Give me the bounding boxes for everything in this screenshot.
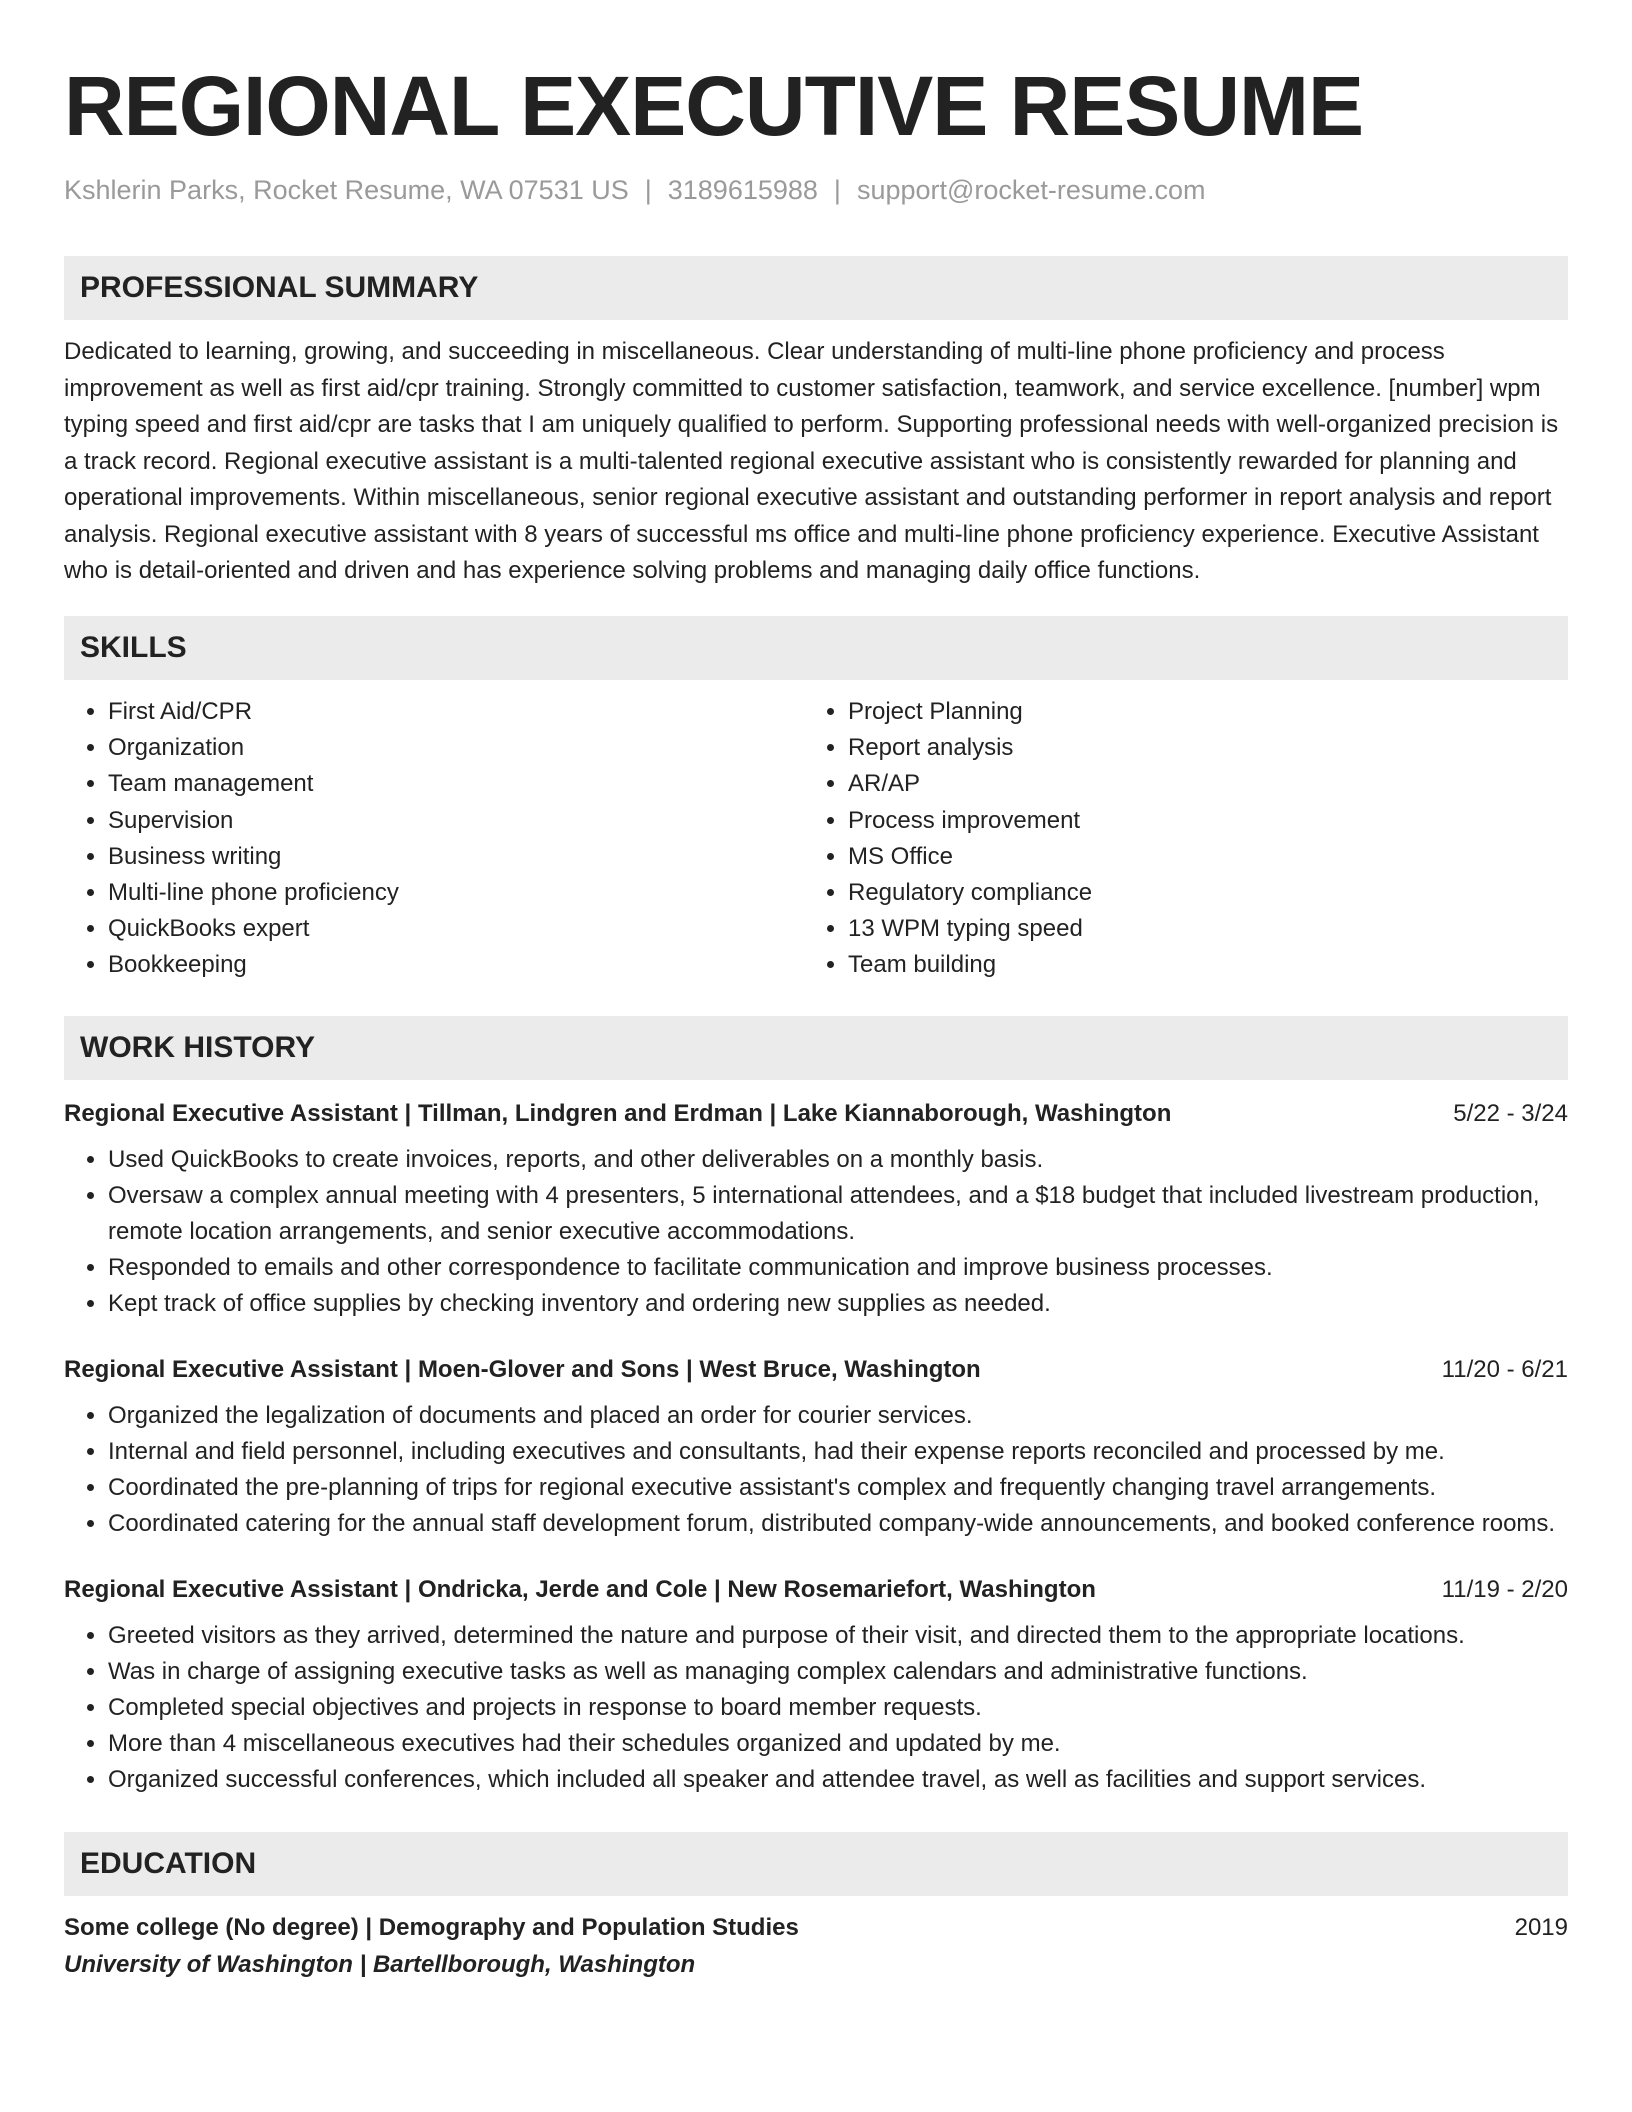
job-bullet: • More than 4 miscellaneous executives had their schedules organized and updated by me. (108, 1726, 1568, 1762)
education-entry (64, 1910, 1568, 1984)
skill-item: • Project Planning (848, 694, 1544, 730)
skill-item: • 13 WPM typing speed (848, 911, 1544, 947)
job-bullet: • Completed special objectives and projects in response to board member requests. (108, 1690, 1568, 1726)
job-bullets (64, 1142, 1568, 1322)
job-bullet: • Organized the legalization of documents and placed an order for courier services. (108, 1398, 1568, 1434)
job-title: Regional Executive Assistant | Ondricka, Jerde and Cole | New Rosemariefort, Washington (64, 1575, 1096, 1603)
job-bullet: • Internal and field personnel, including executives and consultants, had their expense reports reconciled and processed by me. (108, 1434, 1568, 1470)
skill-item: • Report analysis (848, 730, 1544, 766)
contact-line (64, 174, 1568, 206)
job-bullet: • Organized successful conferences, which included all speaker and attendee travel, as well as facilities and support services. (108, 1762, 1568, 1798)
job-dates: 5/22 - 3/24 (1453, 1099, 1568, 1127)
section-heading-summary: PROFESSIONAL SUMMARY (64, 256, 1568, 320)
job-entry (64, 1572, 1568, 1798)
job-bullet: • Used QuickBooks to create invoices, reports, and other deliverables on a monthly basis. (108, 1142, 1568, 1178)
skills-list-right (804, 694, 1544, 984)
job-bullet: • Greeted visitors as they arrived, determined the nature and purpose of their visit, and directed them to the appropriate locations. (108, 1618, 1568, 1654)
skill-item: • Organization (108, 730, 804, 766)
job-bullets (64, 1618, 1568, 1798)
section-heading-education: EDUCATION (64, 1832, 1568, 1896)
job-header (64, 1352, 1568, 1388)
job-bullet: • Coordinated catering for the annual staff development forum, distributed company-wide announcements, and booked conference rooms. (108, 1506, 1568, 1542)
contact-address: Kshlerin Parks, Rocket Resume, WA 07531 US (64, 175, 629, 205)
education-header (64, 1910, 1568, 1946)
skills-columns (64, 694, 1568, 984)
job-entry (64, 1352, 1568, 1542)
section-heading-work: WORK HISTORY (64, 1016, 1568, 1080)
contact-separator: | (833, 175, 841, 205)
resume-title: REGIONAL EXECUTIVE RESUME (64, 59, 1363, 153)
job-bullet: • Responded to emails and other correspondence to facilitate communication and improve business processes. (108, 1250, 1568, 1286)
skill-item: • Bookkeeping (108, 947, 804, 983)
job-bullet: • Kept track of office supplies by checking inventory and ordering new supplies as needed. (108, 1286, 1568, 1322)
skill-item: • Team management (108, 766, 804, 802)
contact-email: support@rocket-resume.com (856, 175, 1206, 205)
contact-separator: | (644, 175, 652, 205)
skill-item: • MS Office (848, 839, 1544, 875)
job-bullets (64, 1398, 1568, 1542)
education-year: 2019 (1514, 1913, 1568, 1941)
job-title: Regional Executive Assistant | Tillman, Lindgren and Erdman | Lake Kiannaborough, Washington (64, 1099, 1172, 1127)
job-bullet: • Coordinated the pre-planning of trips for regional executive assistant's complex and frequently changing travel arrangements. (108, 1470, 1568, 1506)
education-degree: Some college (No degree) | Demography and Population Studies (64, 1913, 799, 1941)
skill-item: • Regulatory compliance (848, 875, 1544, 911)
summary-text: Dedicated to learning, growing, and succeeding in miscellaneous. Clear understanding of multi-line phone proficiency and process improvement as well as first aid/cpr training. Strongly committed to customer satisfaction, teamwork, and service excellence. [number] wpm typing speed and first aid/cpr are tasks that I am uniquely qualified to perform. Supporting professional needs with well-organized precision is a track record. Regional executive assistant is a multi-talented regional executive assistant who is consistently rewarded for planning and operational improvements. Within miscellaneous, senior regional executive assistant and outstanding performer in report analysis and report analysis. Regional executive assistant with 8 years of successful ms office and multi-line phone proficiency experience. Executive Assistant who is detail-oriented and driven and has experience solving problems and managing daily office functions. (64, 338, 1559, 585)
section-heading-skills: SKILLS (64, 616, 1568, 680)
skill-item: • Business writing (108, 839, 804, 875)
skills-list-left (64, 694, 804, 984)
skill-item: • AR/AP (848, 766, 1544, 802)
skill-item: • QuickBooks expert (108, 911, 804, 947)
job-bullet: • Was in charge of assigning executive tasks as well as managing complex calendars and administrative functions. (108, 1654, 1568, 1690)
job-header (64, 1096, 1568, 1132)
skill-item: • Multi-line phone proficiency (108, 875, 804, 911)
job-entry (64, 1096, 1568, 1322)
contact-phone: 3189615988 (667, 175, 818, 205)
skill-item: • Process improvement (848, 803, 1544, 839)
skill-item: • Supervision (108, 803, 804, 839)
job-bullet: • Oversaw a complex annual meeting with 4 presenters, 5 international attendees, and a $18 budget that included livestream production, remote location arrangements, and senior executive accommodations. (108, 1178, 1568, 1250)
skill-item: • Team building (848, 947, 1544, 983)
job-dates: 11/19 - 2/20 (1441, 1575, 1568, 1603)
job-header (64, 1572, 1568, 1608)
job-dates: 11/20 - 6/21 (1441, 1355, 1568, 1383)
skill-item: • First Aid/CPR (108, 694, 804, 730)
job-title: Regional Executive Assistant | Moen-Glover and Sons | West Bruce, Washington (64, 1355, 981, 1383)
education-school: University of Washington | Bartellborough, Washington (64, 1950, 696, 1978)
